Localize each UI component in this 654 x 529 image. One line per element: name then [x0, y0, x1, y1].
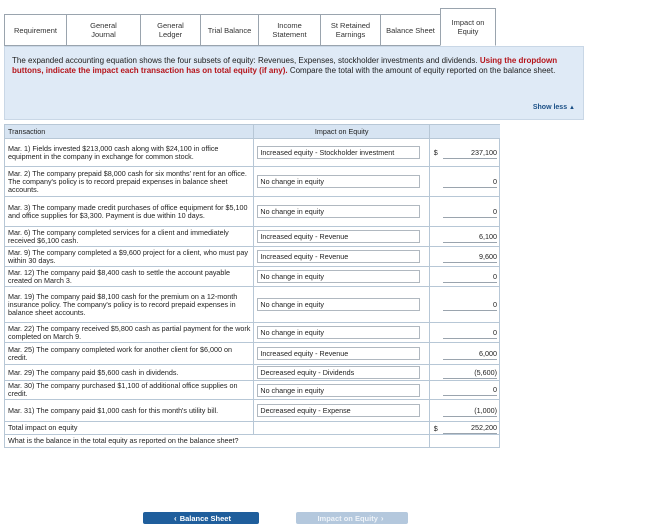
impact-dropdown[interactable]: No change in equity	[257, 384, 420, 397]
transaction-text: Mar. 30) The company purchased $1,100 of additional office supplies on credit.	[5, 381, 254, 400]
impact-dropdown[interactable]: Increased equity - Stockholder investment	[257, 146, 420, 159]
table-row	[5, 197, 500, 227]
dollar-sign	[430, 381, 442, 400]
dollar-sign	[430, 167, 442, 197]
transaction-text: Mar. 6) The company completed services for a client and immediately received $6,100 cash.	[5, 227, 254, 247]
show-less-toggle[interactable]: Show less ▲	[532, 104, 575, 111]
transaction-text: Mar. 9) The company completed a $9,600 project for a client, who must pay within 30 days.	[5, 247, 254, 267]
amount-input[interactable]: 6,100	[443, 231, 497, 243]
transaction-text: Mar. 3) The company made credit purchases of office equipment for $5,100 and office supplies for $3,300. Payment is due within 10 days.	[5, 197, 254, 227]
transaction-text: Mar. 1) Fields invested $213,000 cash along with $24,100 in office equipment in the company in exchange for common stock.	[5, 139, 254, 167]
dollar-sign	[430, 227, 442, 247]
total-row	[5, 422, 500, 435]
dollar-sign	[430, 323, 442, 343]
amount-input[interactable]: 0	[443, 271, 497, 283]
tab-label: General Journal	[90, 21, 117, 39]
amount-input[interactable]: (5,600)	[443, 367, 497, 379]
triangle-up-icon: ▲	[569, 105, 575, 111]
dollar-sign: $	[430, 139, 442, 167]
impact-dropdown[interactable]: Decreased equity - Dividends	[257, 366, 420, 379]
amount-input[interactable]: 0	[443, 299, 497, 311]
amount-input[interactable]: 237,100	[443, 147, 497, 159]
instructions-text: The expanded accounting equation shows the four subsets of equity: Revenues, Expenses, stockholder investments and dividends. Using the dropdown buttons, indicate the impact each transaction has on total equity (if any). Compare the total with the amount of equity reported on the balance sheet.	[12, 56, 558, 75]
next-button[interactable]: Impact on Equity ›	[296, 512, 408, 524]
impact-dropdown[interactable]: No change in equity	[257, 205, 420, 218]
tab-label: St Retained Earnings	[330, 21, 371, 39]
tab-label: Income Statement	[272, 21, 307, 39]
instructions-panel	[4, 46, 584, 120]
tab-1[interactable]	[4, 14, 66, 46]
tab-label: General Ledger	[157, 21, 184, 39]
impact-dropdown[interactable]: No change in equity	[257, 298, 420, 311]
tab-2[interactable]	[66, 14, 140, 46]
header-transaction: Transaction	[5, 125, 254, 139]
amount-input[interactable]: 0	[443, 327, 497, 339]
transaction-text: Mar. 12) The company paid $8,400 cash to settle the account payable created on March 3.	[5, 267, 254, 287]
table-row	[5, 400, 500, 422]
question-label: What is the balance in the total equity as reported on the balance sheet?	[5, 435, 430, 448]
dollar-sign	[430, 247, 442, 267]
dollar-sign	[430, 287, 442, 323]
total-dollar: $	[430, 422, 442, 435]
transaction-text: Mar. 31) The company paid $1,000 cash for this month's utility bill.	[5, 400, 254, 422]
impact-dropdown[interactable]: No change in equity	[257, 326, 420, 339]
tab-3[interactable]	[140, 14, 200, 46]
dollar-sign	[430, 267, 442, 287]
amount-input[interactable]: 6,000	[443, 348, 497, 360]
transaction-text: Mar. 19) The company paid $8,100 cash for the premium on a 12-month insurance policy. The company's policy is to record prepaid expenses in balance sheet accounts.	[5, 287, 254, 323]
table-row	[5, 247, 500, 267]
tab-4[interactable]	[200, 14, 258, 46]
prev-button[interactable]: ‹ Balance Sheet	[143, 512, 259, 524]
tab-7[interactable]	[380, 14, 440, 46]
transaction-text: Mar. 25) The company completed work for another client for $6,000 on credit.	[5, 343, 254, 365]
question-answer-input[interactable]	[441, 435, 499, 448]
dollar-sign	[430, 365, 442, 381]
tab-bar	[4, 14, 496, 46]
tab-8[interactable]	[440, 8, 496, 46]
tab-label: Trial Balance	[207, 25, 252, 35]
chevron-right-icon: ›	[380, 513, 384, 523]
dollar-sign	[430, 400, 442, 422]
dollar-sign	[430, 197, 442, 227]
impact-dropdown[interactable]: Increased equity - Revenue	[257, 250, 420, 263]
tab-label: Requirement	[14, 25, 57, 35]
question-row	[5, 435, 500, 448]
amount-input[interactable]: 0	[443, 206, 497, 218]
table-row	[5, 139, 500, 167]
table-row	[5, 381, 500, 400]
table-row	[5, 365, 500, 381]
impact-dropdown[interactable]: Increased equity - Revenue	[257, 230, 420, 243]
tab-6[interactable]	[320, 14, 380, 46]
impact-dropdown[interactable]: Decreased equity - Expense	[257, 404, 420, 417]
impact-dropdown[interactable]: No change in equity	[257, 270, 420, 283]
total-label: Total impact on equity	[5, 422, 254, 435]
table-row	[5, 323, 500, 343]
tab-label: Balance Sheet	[386, 25, 435, 35]
tab-label: Impact on Equity	[451, 18, 485, 36]
chevron-left-icon: ‹	[174, 513, 177, 523]
impact-table	[4, 124, 500, 448]
table-row	[5, 227, 500, 247]
transaction-text: Mar. 2) The company prepaid $8,000 cash for six months' rent for an office. The company's policy is to record prepaid expenses in balance sheet accounts.	[5, 167, 254, 197]
amount-input[interactable]: 0	[443, 176, 497, 188]
table-row	[5, 287, 500, 323]
total-amount[interactable]: 252,200	[443, 422, 497, 434]
amount-input[interactable]: 0	[443, 384, 497, 396]
header-impact: Impact on Equity	[254, 125, 430, 139]
transaction-text: Mar. 29) The company paid $5,600 cash in dividends.	[5, 365, 254, 381]
amount-input[interactable]: 9,600	[443, 251, 497, 263]
header-amount	[430, 125, 500, 139]
impact-dropdown[interactable]: No change in equity	[257, 175, 420, 188]
impact-dropdown[interactable]: Increased equity - Revenue	[257, 347, 420, 360]
transaction-text: Mar. 22) The company received $5,800 cash as partial payment for the work completed on March 9.	[5, 323, 254, 343]
table-row	[5, 267, 500, 287]
tab-5[interactable]	[258, 14, 320, 46]
amount-input[interactable]: (1,000)	[443, 405, 497, 417]
dollar-sign	[430, 343, 442, 365]
table-row	[5, 343, 500, 365]
table-row	[5, 167, 500, 197]
